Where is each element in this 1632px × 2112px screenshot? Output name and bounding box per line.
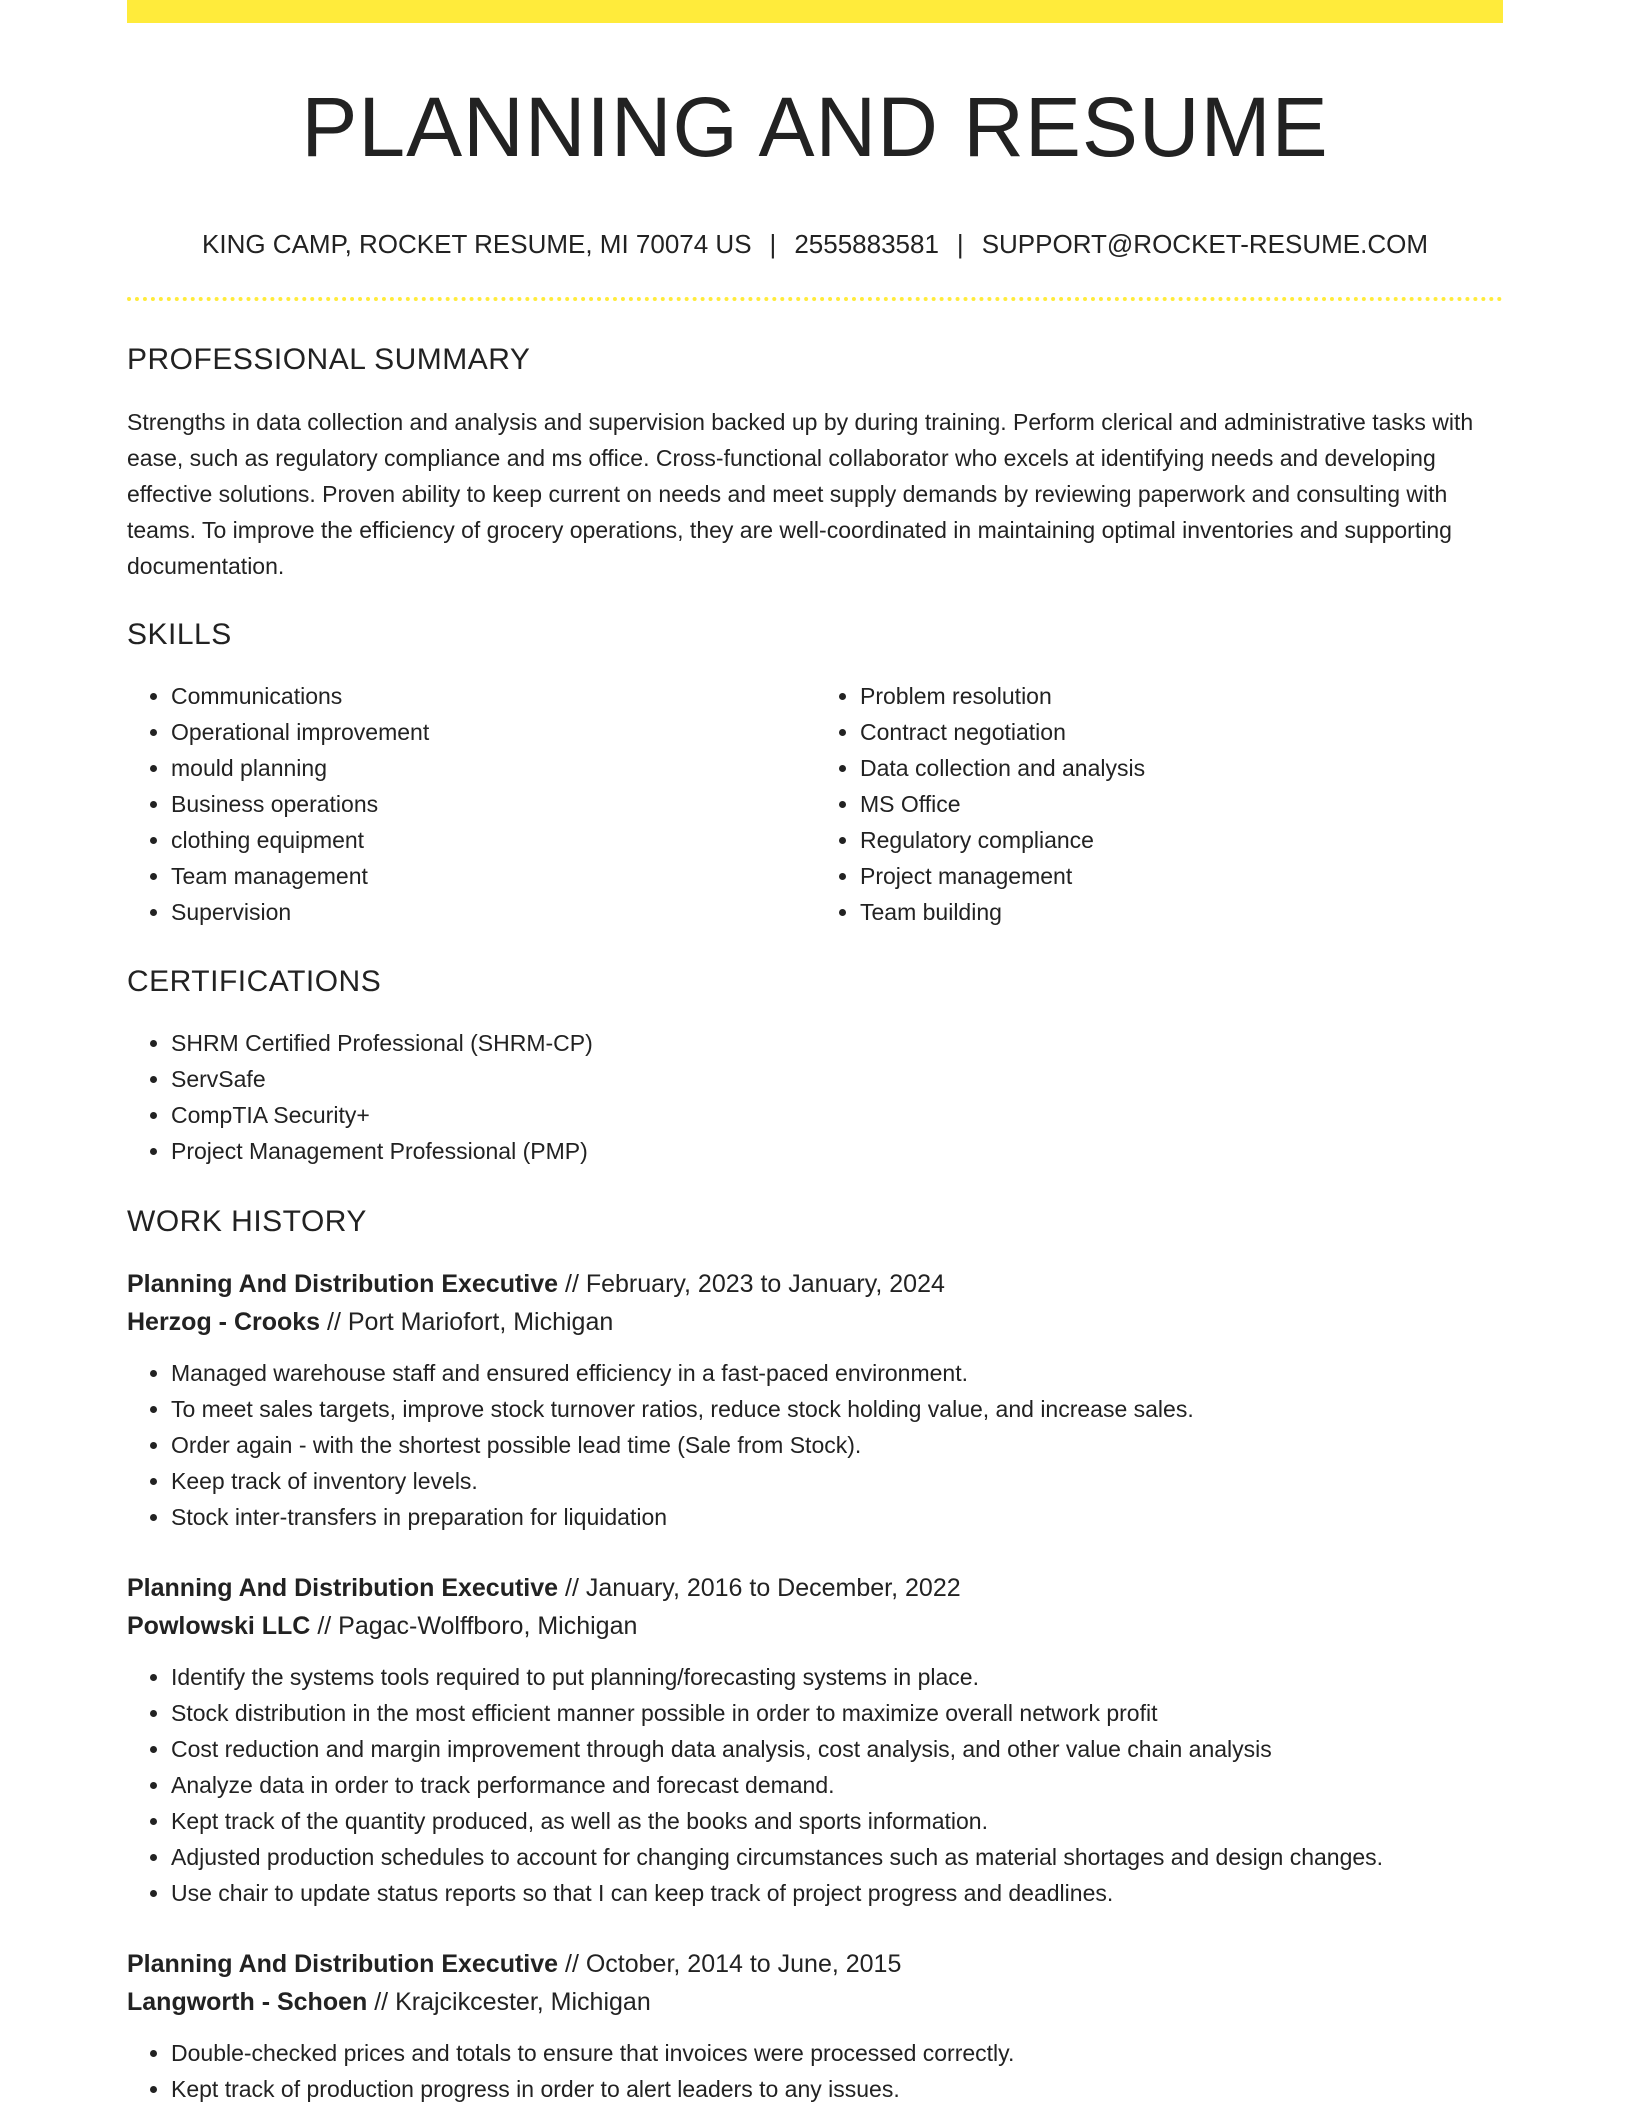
work-history-heading: WORK HISTORY	[127, 1205, 367, 1238]
skills-column-right	[814, 678, 1503, 930]
job-bullet: • Adjusted production schedules to account for changing circumstances such as material shortages and design changes.	[171, 1839, 1503, 1875]
resume-page	[127, 0, 1503, 2107]
job-company: Powlowski LLC	[127, 1612, 311, 1640]
job-bullet: • Use chair to update status reports so that I can keep track of project progress and deadlines.	[171, 1875, 1503, 1911]
dotted-divider	[127, 297, 1503, 301]
job-bullets	[127, 1659, 1503, 1911]
job-bullet: • Keep track of inventory levels.	[171, 1463, 1503, 1499]
job-title-line	[127, 1569, 1503, 1607]
skill-item: • Problem resolution	[860, 678, 1503, 714]
job-bullet: • Kept track of the quantity produced, as well as the books and sports information.	[171, 1803, 1503, 1839]
certifications-list	[127, 1025, 1503, 1169]
certifications-heading: CERTIFICATIONS	[127, 965, 382, 998]
job-bullet: • Managed warehouse staff and ensured efficiency in a fast-paced environment.	[171, 1355, 1503, 1391]
skill-item: • MS Office	[860, 786, 1503, 822]
certification-item: • ServSafe	[171, 1061, 1503, 1097]
job-location: // Krajcikcester, Michigan	[374, 1988, 651, 2016]
skill-item: • Supervision	[171, 894, 814, 930]
contact-separator: |	[956, 229, 964, 259]
summary-text: Strengths in data collection and analysis and supervision backed up by during training. Perform clerical and administrative tasks with ease, such as regulatory compliance and ms office. Cross-functional collaborator who excels at identifying needs and developing effective solutions. Proven ability to keep current on needs and meet supply demands by reviewing paperwork and consulting with teams. To improve the efficiency of grocery operations, they are well-coordinated in maintaining optimal inventories and supporting documentation.	[127, 409, 1474, 579]
skill-item: • Communications	[171, 678, 814, 714]
job-entry	[127, 1945, 1503, 2107]
job-company: Langworth - Schoen	[127, 1988, 368, 2016]
job-bullets	[127, 2035, 1503, 2107]
job-bullet: • Cost reduction and margin improvement through data analysis, cost analysis, and other value chain analysis	[171, 1731, 1503, 1767]
skill-item: • Operational improvement	[171, 714, 814, 750]
job-company-line	[127, 1303, 1503, 1341]
skills-heading: SKILLS	[127, 618, 232, 651]
job-company-line	[127, 1607, 1503, 1645]
job-role: Planning And Distribution Executive	[127, 1574, 559, 1602]
job-bullet: • To meet sales targets, improve stock turnover ratios, reduce stock holding value, and increase sales.	[171, 1391, 1503, 1427]
contact-email: SUPPORT@ROCKET-RESUME.COM	[981, 229, 1428, 259]
job-bullet: • Kept track of production progress in order to alert leaders to any issues.	[171, 2071, 1503, 2107]
skill-item: • mould planning	[171, 750, 814, 786]
job-bullet: • Stock inter-transfers in preparation for liquidation	[171, 1499, 1503, 1535]
job-entry	[127, 1569, 1503, 1911]
contact-address: KING CAMP, ROCKET RESUME, MI 70074 US	[202, 229, 752, 259]
job-dates: // October, 2014 to June, 2015	[565, 1950, 902, 1978]
job-location: // Port Mariofort, Michigan	[327, 1308, 614, 1336]
job-entry	[127, 1265, 1503, 1535]
skill-item: • Data collection and analysis	[860, 750, 1503, 786]
contact-phone: 2555883581	[794, 229, 939, 259]
job-bullet: • Double-checked prices and totals to ensure that invoices were processed correctly.	[171, 2035, 1503, 2071]
job-bullet: • Order again - with the shortest possible lead time (Sale from Stock).	[171, 1427, 1503, 1463]
job-title-line	[127, 1265, 1503, 1303]
accent-bar	[127, 0, 1503, 23]
skills-column-left	[127, 678, 814, 930]
job-role: Planning And Distribution Executive	[127, 1950, 559, 1978]
job-role: Planning And Distribution Executive	[127, 1270, 559, 1298]
job-bullets	[127, 1355, 1503, 1535]
certification-item: • CompTIA Security+	[171, 1097, 1503, 1133]
job-location: // Pagac-Wolffboro, Michigan	[317, 1612, 638, 1640]
job-company-line	[127, 1983, 1503, 2021]
job-dates: // January, 2016 to December, 2022	[565, 1574, 961, 1602]
contact-separator: |	[769, 229, 777, 259]
job-title-line	[127, 1945, 1503, 1983]
contact-line	[127, 231, 1503, 257]
job-bullet: • Identify the systems tools required to put planning/forecasting systems in place.	[171, 1659, 1503, 1695]
job-dates: // February, 2023 to January, 2024	[565, 1270, 945, 1298]
certification-item: • Project Management Professional (PMP)	[171, 1133, 1503, 1169]
skill-item: • Regulatory compliance	[860, 822, 1503, 858]
skill-item: • clothing equipment	[171, 822, 814, 858]
skill-item: • Project management	[860, 858, 1503, 894]
skill-item: • Contract negotiation	[860, 714, 1503, 750]
skill-item: • Team building	[860, 894, 1503, 930]
job-bullet: • Analyze data in order to track performance and forecast demand.	[171, 1767, 1503, 1803]
skill-item: • Team management	[171, 858, 814, 894]
skills-list	[127, 678, 1503, 930]
certification-item: • SHRM Certified Professional (SHRM-CP)	[171, 1025, 1503, 1061]
skill-item: • Business operations	[171, 786, 814, 822]
resume-name: PLANNING AND RESUME	[301, 80, 1329, 174]
job-company: Herzog - Crooks	[127, 1308, 321, 1336]
summary-heading: PROFESSIONAL SUMMARY	[127, 343, 531, 376]
job-bullet: • Stock distribution in the most efficient manner possible in order to maximize overall network profit	[171, 1695, 1503, 1731]
